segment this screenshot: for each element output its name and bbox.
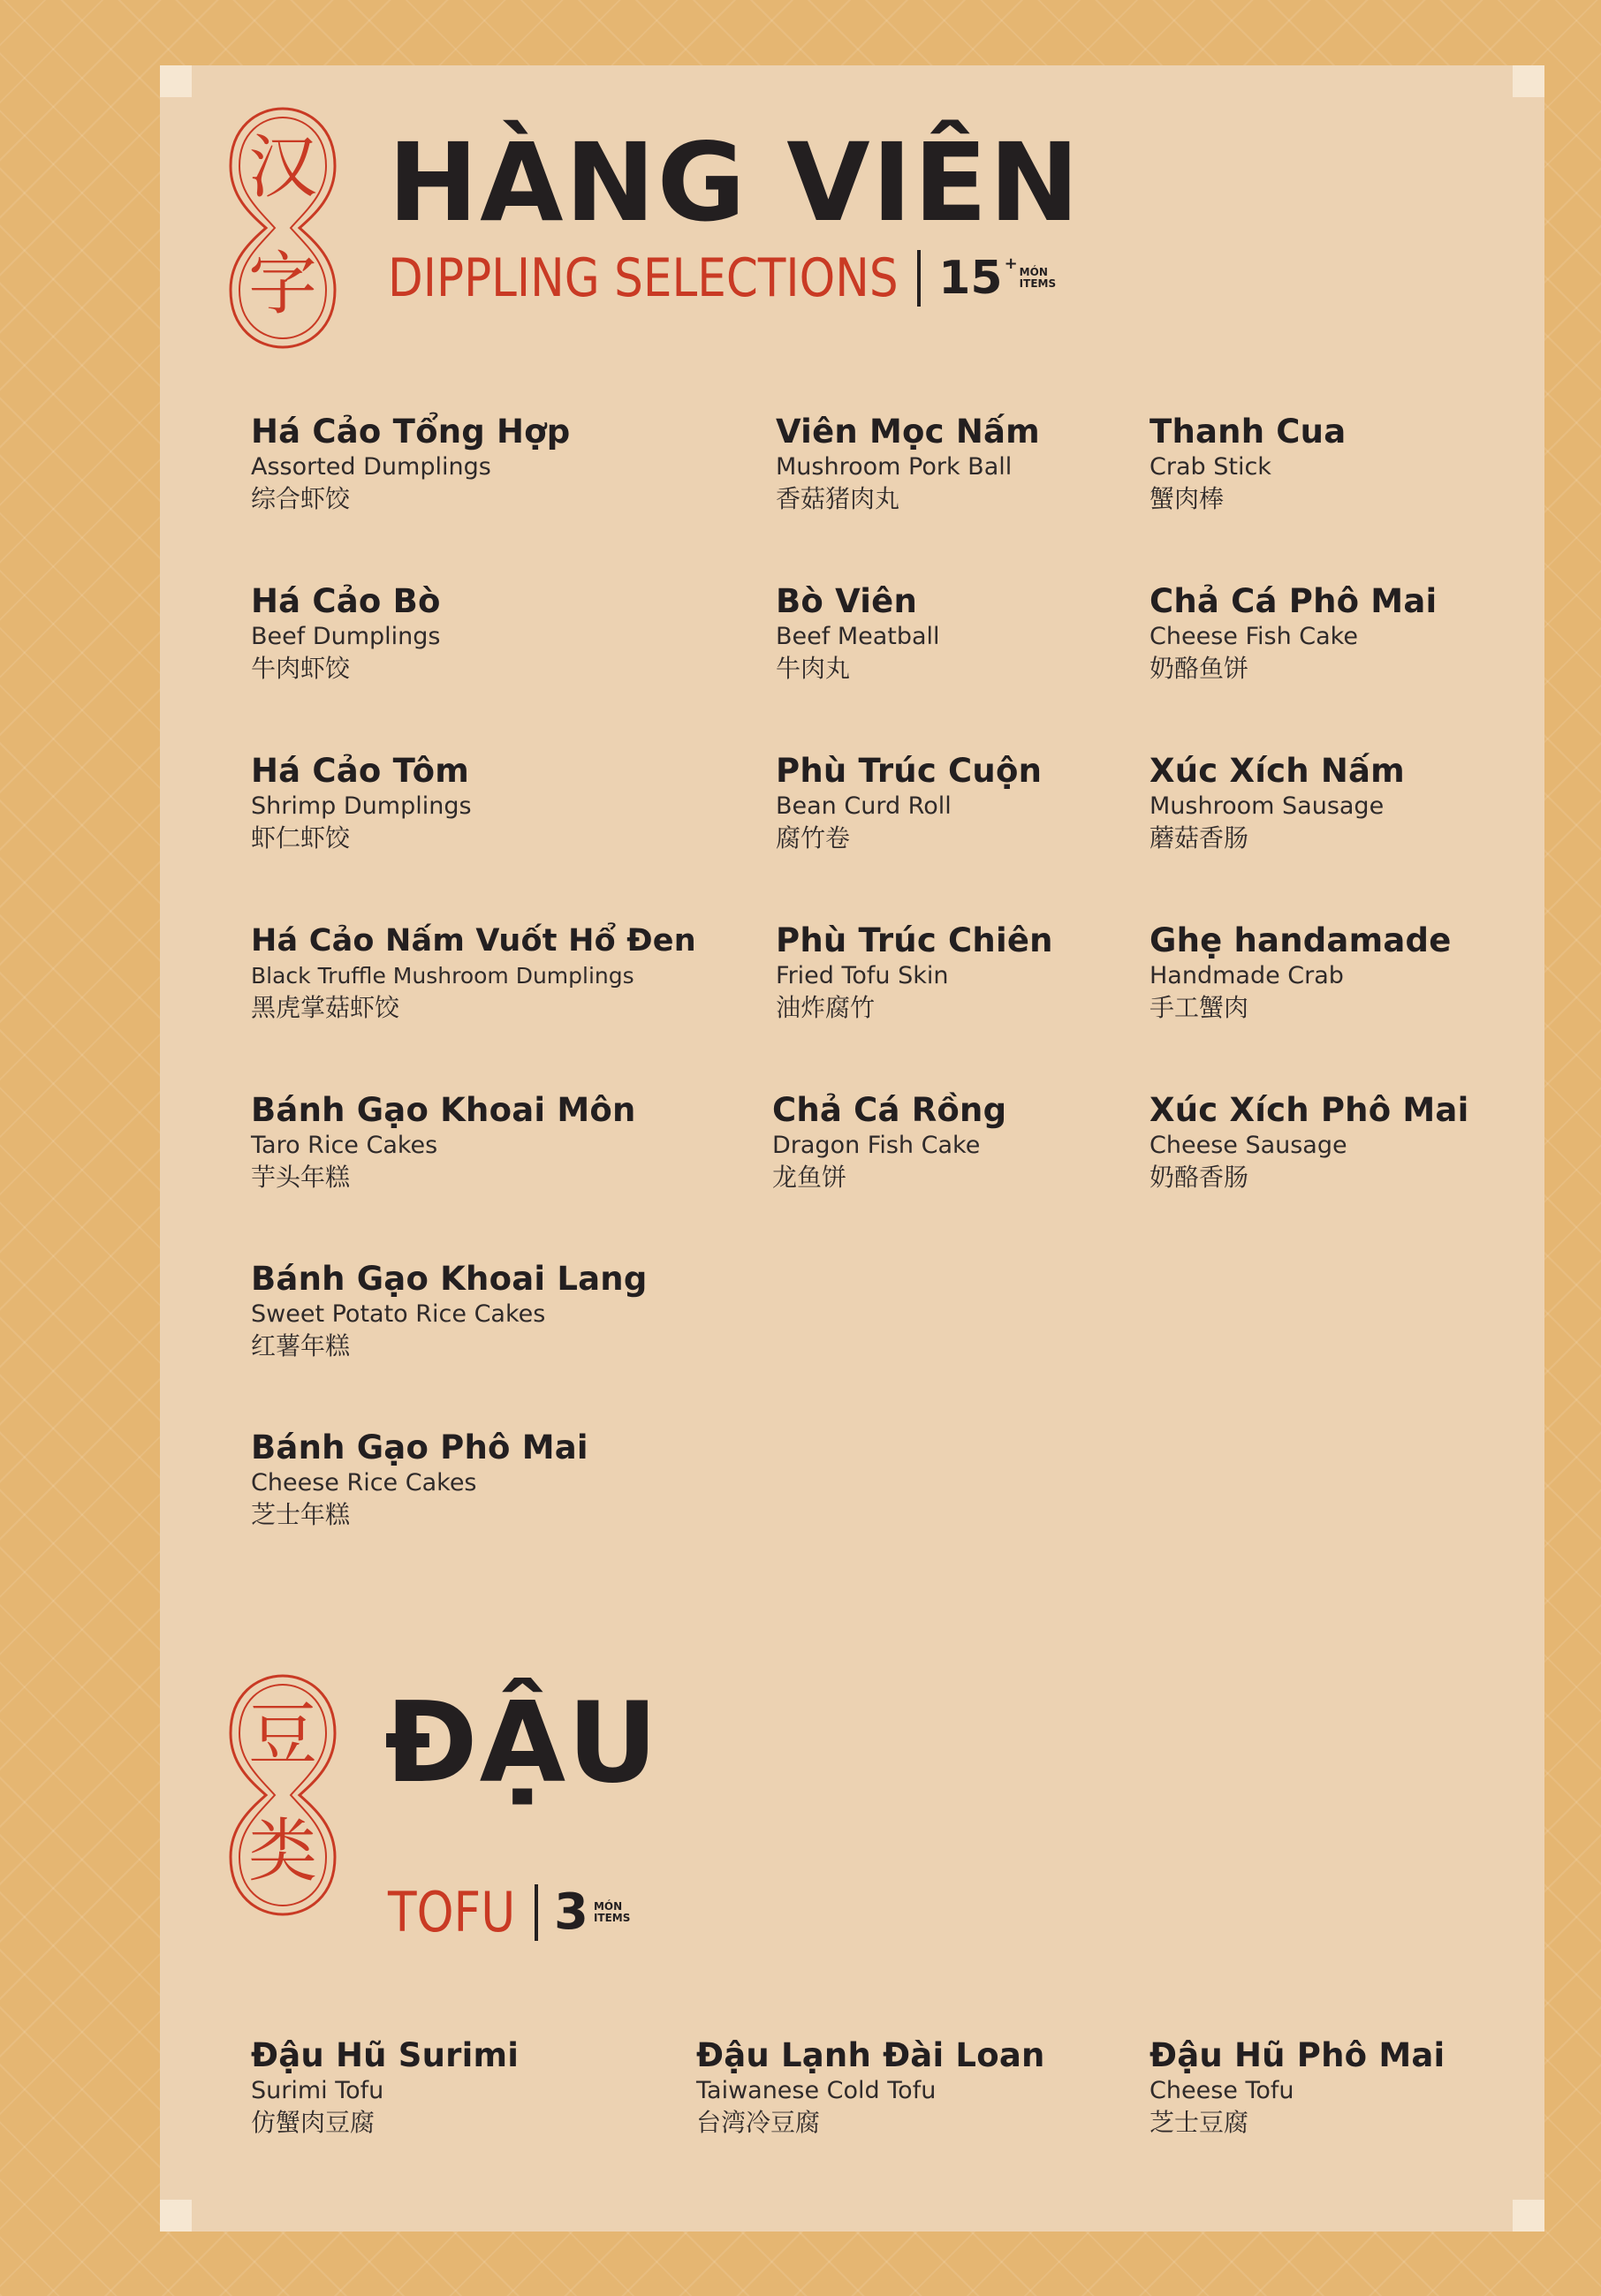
seal-glyph-top: 豆 xyxy=(247,1695,318,1775)
menu-item xyxy=(251,1428,588,1532)
item-name-en: Cheese Sausage xyxy=(1150,1132,1347,1159)
item-name-zh: 仿蟹肉豆腐 xyxy=(251,2108,376,2137)
item-name-vn: Đậu Hũ Surimi xyxy=(251,2036,520,2074)
item-name-vn: Bánh Gạo Phô Mai xyxy=(251,1428,588,1466)
item-name-zh: 香菇猪肉丸 xyxy=(776,484,900,513)
item-name-en: Crab Stick xyxy=(1150,453,1271,481)
category-subtitle-row xyxy=(388,249,1056,307)
item-count-unit-vn: MÓN xyxy=(593,1900,623,1913)
item-name-vn: Há Cảo Nấm Vuốt Hổ Đen xyxy=(251,923,696,959)
item-name-en: Beef Meatball xyxy=(776,623,940,650)
menu-item xyxy=(1150,1090,1468,1194)
item-name-vn: Đậu Lạnh Đài Loan xyxy=(696,2036,1045,2074)
item-name-en: Sweet Potato Rice Cakes xyxy=(251,1300,546,1328)
menu-item xyxy=(251,412,570,516)
menu-page xyxy=(160,65,1544,2232)
item-name-zh: 台湾冷豆腐 xyxy=(696,2108,821,2137)
item-name-en: Cheese Rice Cakes xyxy=(251,1469,477,1497)
item-name-zh: 芋头年糕 xyxy=(251,1163,351,1192)
menu-item xyxy=(251,581,441,686)
item-count-units xyxy=(1020,267,1056,289)
item-name-en: Shrimp Dumplings xyxy=(251,792,472,820)
corner-tab xyxy=(1513,65,1544,97)
item-name-vn: Xúc Xích Phô Mai xyxy=(1150,1091,1469,1129)
menu-item xyxy=(251,921,696,1025)
item-name-zh: 龙鱼饼 xyxy=(772,1163,847,1192)
item-name-zh: 虾仁虾饺 xyxy=(251,823,351,852)
item-name-vn: Chả Cá Rồng xyxy=(772,1091,1007,1129)
item-name-vn: Phù Trúc Cuộn xyxy=(776,752,1043,790)
menu-item xyxy=(776,412,1040,516)
item-name-en: Cheese Fish Cake xyxy=(1150,623,1358,650)
menu-item xyxy=(772,1090,1006,1194)
item-name-vn: Há Cảo Tôm xyxy=(251,752,469,790)
category-title: ĐẬU xyxy=(384,1678,660,1807)
seal-glyph-bottom: 类 xyxy=(247,1812,318,1891)
seal-glyph-bottom: 字 xyxy=(247,245,318,324)
item-name-vn: Viên Mọc Nấm xyxy=(776,413,1040,451)
item-name-vn: Bò Viên xyxy=(776,582,918,620)
item-count-unit-vn: MÓN xyxy=(1019,266,1048,279)
item-name-en: Surimi Tofu xyxy=(251,2077,384,2104)
item-name-en: Taiwanese Cold Tofu xyxy=(696,2077,937,2104)
item-name-vn: Phù Trúc Chiên xyxy=(776,921,1053,959)
divider xyxy=(917,250,921,307)
corner-tab xyxy=(160,2200,192,2232)
category-title: HÀNG VIÊN xyxy=(388,120,1081,246)
item-name-zh: 手工蟹肉 xyxy=(1150,993,1249,1022)
item-name-zh: 红薯年糕 xyxy=(251,1331,351,1360)
item-count-unit-en: ITEMS xyxy=(593,1912,631,1924)
menu-item xyxy=(251,1090,636,1194)
category-subtitle: DIPPLING SELECTIONS xyxy=(388,247,899,309)
item-name-en: Taro Rice Cakes xyxy=(251,1132,438,1159)
menu-item xyxy=(1150,921,1452,1025)
item-name-zh: 综合虾饺 xyxy=(251,484,351,513)
menu-item xyxy=(1150,751,1405,855)
item-count-unit-en: ITEMS xyxy=(1019,277,1057,290)
item-name-en: Beef Dumplings xyxy=(251,623,441,650)
item-name-en: Mushroom Sausage xyxy=(1150,792,1385,820)
item-name-zh: 油炸腐竹 xyxy=(776,993,876,1022)
item-name-zh: 奶酪鱼饼 xyxy=(1150,654,1249,683)
menu-item xyxy=(776,921,1053,1025)
item-count-units xyxy=(594,1901,630,1923)
item-name-en: Black Truffle Mushroom Dumplings xyxy=(251,963,634,989)
menu-item xyxy=(1150,581,1437,686)
item-name-vn: Há Cảo Tổng Hợp xyxy=(251,413,571,451)
item-name-vn: Xúc Xích Nấm xyxy=(1150,752,1405,790)
item-name-vn: Bánh Gạo Khoai Môn xyxy=(251,1091,636,1129)
item-name-zh: 芝士年糕 xyxy=(251,1500,351,1529)
item-count: 3 xyxy=(553,1883,588,1941)
seal-emblem xyxy=(209,1671,356,1919)
menu-item xyxy=(251,1259,648,1363)
item-count: 15 xyxy=(938,252,1003,305)
menu-item xyxy=(776,581,940,686)
category-subtitle: TOFU xyxy=(388,1880,516,1944)
item-name-en: Handmade Crab xyxy=(1150,962,1344,989)
item-name-en: Cheese Tofu xyxy=(1150,2077,1294,2104)
menu-item xyxy=(776,751,1042,855)
item-name-zh: 蟹肉棒 xyxy=(1150,484,1225,513)
item-name-en: Dragon Fish Cake xyxy=(772,1132,981,1159)
menu-item xyxy=(696,2035,1045,2140)
item-name-vn: Đậu Hũ Phô Mai xyxy=(1150,2036,1445,2074)
item-name-zh: 蘑菇香肠 xyxy=(1150,823,1249,852)
corner-tab xyxy=(160,65,192,97)
divider xyxy=(535,1884,538,1941)
item-name-zh: 黑虎掌菇虾饺 xyxy=(251,993,400,1022)
item-name-zh: 芝士豆腐 xyxy=(1150,2108,1249,2137)
item-name-en: Assorted Dumplings xyxy=(251,453,491,481)
item-name-vn: Thanh Cua xyxy=(1150,413,1347,451)
menu-item xyxy=(251,2035,519,2140)
menu-item xyxy=(1150,412,1346,516)
item-name-zh: 奶酪香肠 xyxy=(1150,1163,1249,1192)
item-name-vn: Ghẹ handamade xyxy=(1150,921,1452,959)
seal-emblem xyxy=(209,104,356,352)
item-name-vn: Há Cảo Bò xyxy=(251,582,441,620)
category-subtitle-row xyxy=(388,1880,631,1944)
menu-item xyxy=(1150,2035,1445,2140)
corner-tab xyxy=(1513,2200,1544,2232)
item-name-zh: 牛肉虾饺 xyxy=(251,654,351,683)
item-name-en: Mushroom Pork Ball xyxy=(776,453,1013,481)
item-name-en: Bean Curd Roll xyxy=(776,792,952,820)
item-name-zh: 腐竹卷 xyxy=(776,823,851,852)
item-name-vn: Chả Cá Phô Mai xyxy=(1150,582,1438,620)
item-name-zh: 牛肉丸 xyxy=(776,654,851,683)
seal-glyph-top: 汉 xyxy=(247,128,318,208)
item-name-vn: Bánh Gạo Khoai Lang xyxy=(251,1260,648,1298)
menu-item xyxy=(251,751,472,855)
item-count-plus: + xyxy=(1004,254,1018,273)
item-name-en: Fried Tofu Skin xyxy=(776,962,949,989)
